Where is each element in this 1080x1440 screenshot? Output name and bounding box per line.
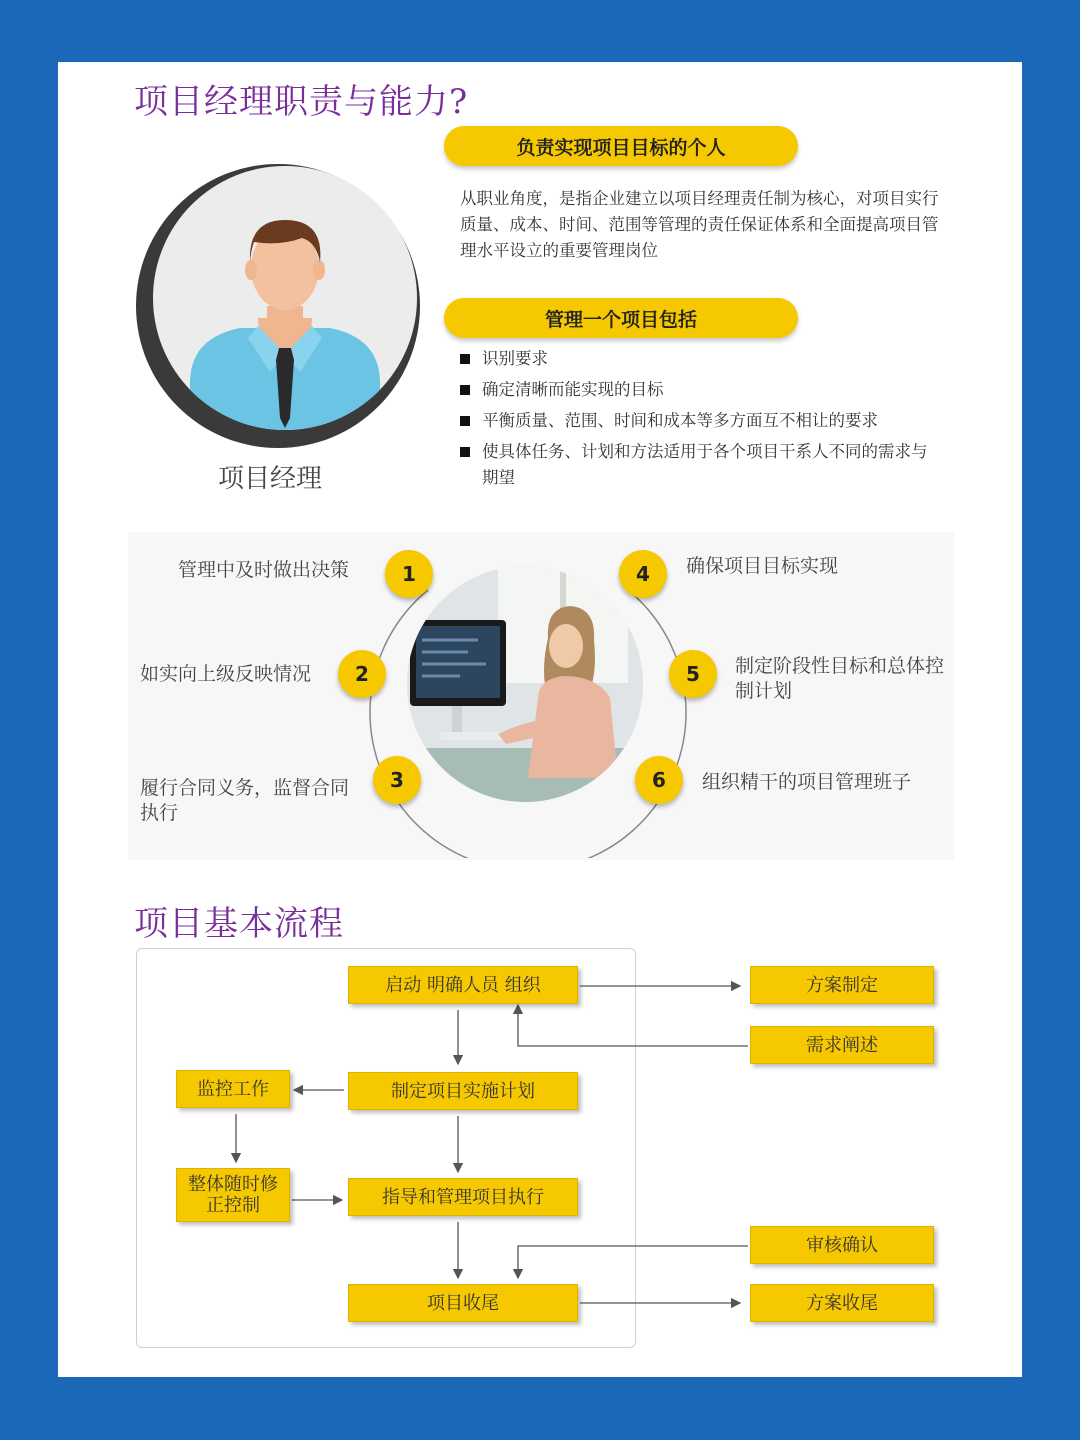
section-title-process: 项目基本流程: [134, 904, 344, 944]
role-description: 从职业角度，是指企业建立以项目经理责任制为核心，对项目实行质量、成本、时间、范围等管理的责任保证体系和全面提高项目管理水平设立的重要管理岗位: [460, 189, 939, 260]
duty-label-1: 管理中及时做出决策: [178, 559, 350, 581]
flow-box-close: 项目收尾: [348, 1284, 578, 1322]
flow-box-plan: 制定项目实施计划: [348, 1072, 578, 1110]
bullet-item: 识别要求: [460, 346, 940, 372]
duty-label-6: 组织精干的项目管理班子: [702, 771, 912, 793]
flow-box-scheme: 方案制定: [750, 966, 934, 1004]
bullet-item: 确定清晰而能实现的目标: [460, 377, 940, 403]
avatar-label: 项目经理: [218, 464, 323, 494]
pill-managing-project: 管理一个项目包括: [444, 298, 798, 338]
flow-box-start: 启动 明确人员 组织: [348, 966, 578, 1004]
bullet-item: 使具体任务、计划和方法适用于各个项目干系人不同的需求与期望: [460, 439, 940, 491]
duty-number-4: 4: [619, 550, 667, 598]
duty-label-3: 履行合同义务，监督合同执行: [140, 777, 350, 824]
flow-box-execute: 指导和管理项目执行: [348, 1178, 578, 1216]
duty-label-2: 如实向上级反映情况: [140, 663, 312, 685]
duty-number-2: 2: [338, 650, 386, 698]
duty-number-6: 6: [635, 756, 683, 804]
content-sheet: [58, 62, 1022, 1377]
flow-box-review: 审核确认: [750, 1226, 934, 1264]
duty-number-3: 3: [373, 756, 421, 804]
section-title-responsibilities: 项目经理职责与能力?: [134, 82, 469, 122]
duty-number-1: 1: [385, 550, 433, 598]
duty-label-4: 确保项目目标实现: [686, 555, 839, 577]
duty-number-5: 5: [669, 650, 717, 698]
duty-label-5: 制定阶段性目标和总体控制计划: [735, 655, 945, 702]
bullet-item: 平衡质量、范围、时间和成本等多方面互不相让的要求: [460, 408, 940, 434]
flow-box-scheme-close: 方案收尾: [750, 1284, 934, 1322]
pill-responsible-person: 负责实现项目目标的个人: [444, 126, 798, 166]
flow-box-monitor: 监控工作: [176, 1070, 290, 1108]
flow-box-control: 整体随时修正控制: [176, 1168, 290, 1222]
flow-box-requirement: 需求阐述: [750, 1026, 934, 1064]
